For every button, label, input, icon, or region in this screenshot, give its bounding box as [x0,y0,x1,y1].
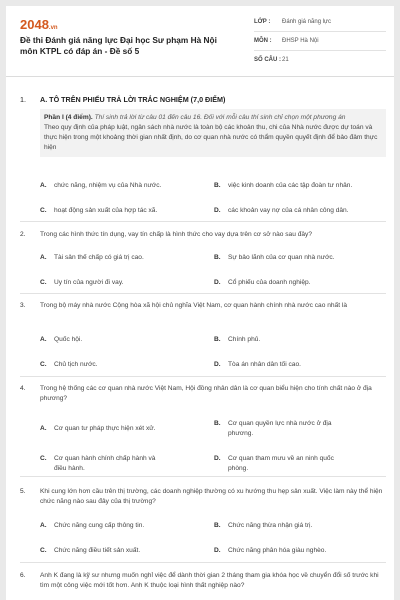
question-2: 2. Trong các hình thức tín dụng, vay tín chấp là hình thức cho vay dựa trên cơ sở nào sau đây? [20,231,312,238]
option-5d[interactable]: D. Chức năng phân hóa giàu nghèo. [214,547,327,554]
option-4c[interactable]: C. Cơ quan hành chính chấp hành và điều hành. [40,455,156,472]
question-1-box [40,109,386,157]
option-1b[interactable]: B. việc kinh doanh của các tập đoàn tư nhân. [214,182,353,189]
question-4: 4. Trong hệ thống các cơ quan nhà nước Việt Nam, Hội đồng nhân dân là cơ quan biểu hiện cho tính chất nào ở địa phương? [20,385,372,402]
option-2a[interactable]: A. Tài sản thế chấp có giá trị cao. [40,254,144,261]
divider [20,376,386,377]
section-heading: 1. A. TÔ TRÊN PHIẾU TRẢ LỜI TRẮC NGHIỆM (7,0 ĐIỂM) [20,95,226,104]
meta-row-class: LỚP : Đánh giá năng lực [254,13,386,32]
document-meta [254,13,386,69]
option-1d[interactable]: D. các khoản vay nợ của cá nhân công dân. [214,207,349,214]
option-2b[interactable]: B. Sự bảo lãnh của cơ quan nhà nước. [214,254,335,261]
option-4b[interactable]: B. Cơ quan quyền lực nhà nước ở địa phương. [214,420,332,437]
site-logo[interactable]: 2048.vn [20,17,58,32]
option-5b[interactable]: B. Chức năng thừa nhận giá trị. [214,522,313,529]
question-1-text: Theo quy định của pháp luật, ngân sách nhà nước là toàn bộ các khoản thu, chi của Nhà nước được dự toán và thực hiện trong một khoảng thời gian nhất định, do cơ quan nhà nước có thẩm quyền quyết định để bảo đảm thực hiện [44,124,378,151]
meta-row-count: SỐ CÂU : 21 [254,57,289,63]
option-3a[interactable]: A. Quốc hội. [40,336,83,343]
document-title: Đề thi Đánh giá năng lực Đại học Sư phạm Hà Nội môn KTPL có đáp án - Đề số 5 [20,35,217,56]
meta-row-subject: MÔN : ĐHSP Hà Nội [254,32,386,51]
option-2d[interactable]: D. Cổ phiếu của doanh nghiệp. [214,279,311,286]
divider [20,562,386,563]
question-6: 6. Anh K đang là kỹ sư nhưng muốn nghỉ việc để dành thời gian 2 tháng tham gia khóa học về chuyển đổi số trước khi tìm một công việc mới tốt hơn. Anh K thuộc loại hình thất nghiệp nào? [20,572,379,589]
question-5: 5. Khi cung lớn hơn cầu trên thị trường, các doanh nghiệp thường có xu hướng thu hẹp sản xuất. Việc làm này thể hiện chức năng nào sau đây của thị trường? [20,488,383,505]
option-5a[interactable]: A. Chức năng cung cấp thông tin. [40,522,145,529]
option-1c[interactable]: C. hoạt động sản xuất của hợp tác xã. [40,207,158,214]
option-5c[interactable]: C. Chức năng điều tiết sản xuất. [40,547,141,554]
option-3c[interactable]: C. Chủ tịch nước. [40,361,98,368]
divider [20,476,386,477]
option-4d[interactable]: D. Cơ quan tham mưu về an ninh quốc phòng. [214,455,334,472]
document-header [6,6,394,77]
part-instruction: Thí sinh trả lời từ câu 01 đến câu 16. Đối với mỗi câu thí sinh chỉ chọn một phương án [94,114,346,121]
question-3: 3. Trong bộ máy nhà nước Cộng hòa xã hội chủ nghĩa Việt Nam, cơ quan hành chính nhà nước cao nhất là [20,302,347,309]
option-1a[interactable]: A. chức năng, nhiệm vụ của Nhà nước. [40,182,162,189]
document-page [6,6,394,600]
option-2c[interactable]: C. Uy tín của người đi vay. [40,279,124,286]
option-3d[interactable]: D. Tòa án nhân dân tối cao. [214,361,301,368]
part-label: Phần I (4 điểm). [44,114,93,121]
option-4a[interactable]: A. Cơ quan tư pháp thực hiện xét xử. [40,425,156,432]
divider [20,293,386,294]
option-3b[interactable]: B. Chính phủ. [214,336,261,343]
divider [20,221,386,222]
